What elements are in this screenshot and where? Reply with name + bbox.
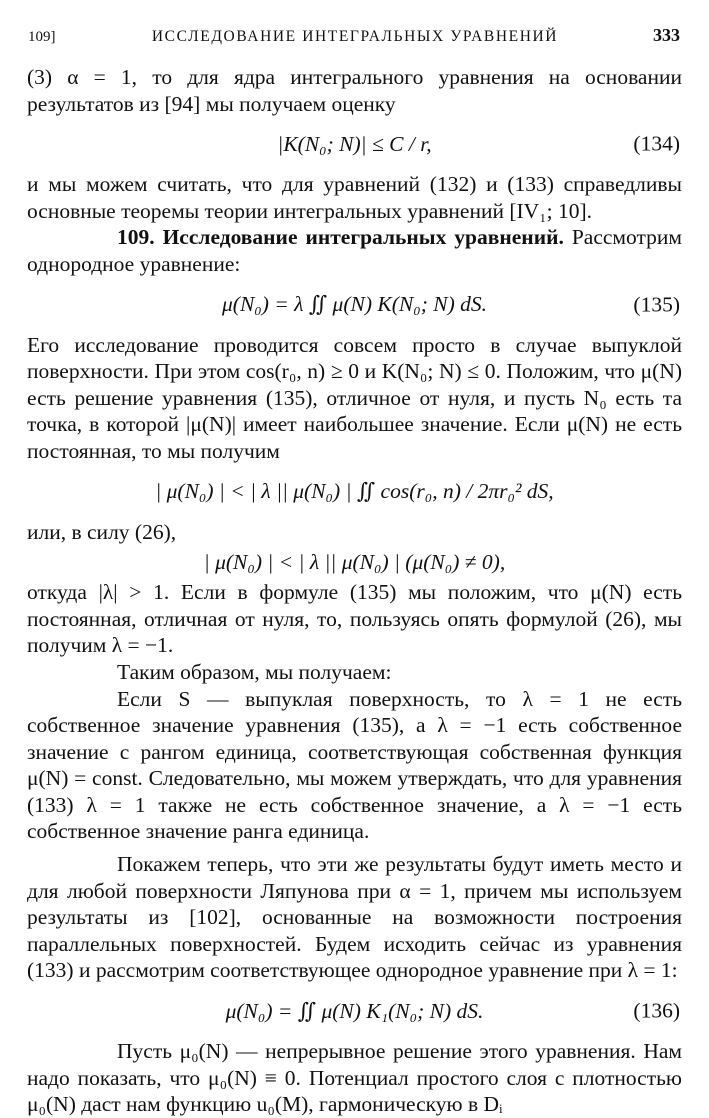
- section-ref: 109]: [28, 29, 56, 45]
- inequality-2: [27, 545, 682, 579]
- paragraph: и мы можем считать, что для уравнений (132) и (133) справедливы основные теоремы теории интегральных уравнений [IV₁; 10].: [27, 172, 682, 223]
- equation-134: [27, 117, 682, 171]
- inequality-1: [27, 465, 682, 519]
- section-title: 109. Исследование интегральных уравнений.: [117, 225, 564, 250]
- theorem-paragraph: Если S — выпуклая поверхность, то λ = 1 не есть собственное значение уравнения (135), а λ = −1 есть собственное значение с рангом единица, соответствующая собственная функция μ(N) = const. Следовательно, мы можем утверждать, что для уравнения (133) λ = 1 также не есть собственное значение, а λ = −1 есть собственное значение ранга единица.: [27, 686, 682, 844]
- running-header: [28, 20, 682, 50]
- paragraph: или, в силу (26),: [27, 519, 177, 544]
- equation-formula: | μ(N₀) | < | λ || μ(N₀) | ∬ cos(r₀, n) / 2πr₀² dS,: [155, 479, 554, 504]
- section-paragraph: [27, 224, 682, 277]
- page-number: 333: [653, 25, 680, 45]
- equation-number: (135): [633, 292, 680, 317]
- equation-number: (136): [633, 998, 680, 1023]
- paragraph: Пусть μ₀(N) — непрерывное решение этого уравнения. Нам надо показать, что μ₀(N) ≡ 0. Потенциал простого слоя с плотностью μ₀(N) даст нам функцию u₀(M), гармоническую в Dᵢ: [27, 1039, 682, 1117]
- equation-number: (134): [633, 131, 680, 156]
- paragraph: откуда |λ| > 1. Если в формуле (135) мы положим, что μ(N) есть постоянная, отличная от нуля, то, пользуясь опять формулой (26), мы получим λ = −1.: [27, 580, 682, 658]
- paragraph: (3) α = 1, то для ядра интегрального уравнения на основании результатов из [94] мы получаем оценку: [27, 65, 682, 116]
- equation-formula: |K(N₀; N)| ≤ C / r,: [277, 131, 432, 156]
- equation-formula: μ(N₀) = λ ∬ μ(N) K(N₀; N) dS.: [222, 292, 487, 317]
- running-title: ИССЛЕДОВАНИЕ ИНТЕГРАЛЬНЫХ УРАВНЕНИЙ: [151, 28, 559, 45]
- equation-formula: | μ(N₀) | < | λ || μ(N₀) | (μ(N₀) ≠ 0),: [203, 549, 506, 574]
- body-text: [27, 64, 682, 1118]
- paragraph: Его исследование проводится совсем просто в случае выпуклой поверхности. При этом cos(r₀, n) ≥ 0 и K(N₀; N) ≤ 0. Положим, что μ(N) есть решение уравнения (135), отличное от нуля, и пусть N₀ есть та точка, в которой |μ(N)| имеет наибольшее значение. Если μ(N) не есть постоянная, то мы получим: [27, 332, 682, 463]
- equation-135: [27, 278, 682, 332]
- equation-formula: μ(N₀) = ∬ μ(N) K₁(N₀; N) dS.: [225, 998, 484, 1023]
- paragraph: Таким образом, мы получаем:: [117, 659, 392, 684]
- equation-136: [27, 984, 682, 1038]
- paragraph-text: Рассмотрим однородное уравнение:: [27, 225, 682, 276]
- paragraph: Покажем теперь, что эти же результаты будут иметь место и для любой поверхности Ляпунова при α = 1, причем мы используем результаты из [102], основанные на возможности построения параллельных поверхностей. Будем исходить сейчас из уравнения (133) и рассмотрим соответствующее однородное уравнение при λ = 1:: [27, 852, 682, 983]
